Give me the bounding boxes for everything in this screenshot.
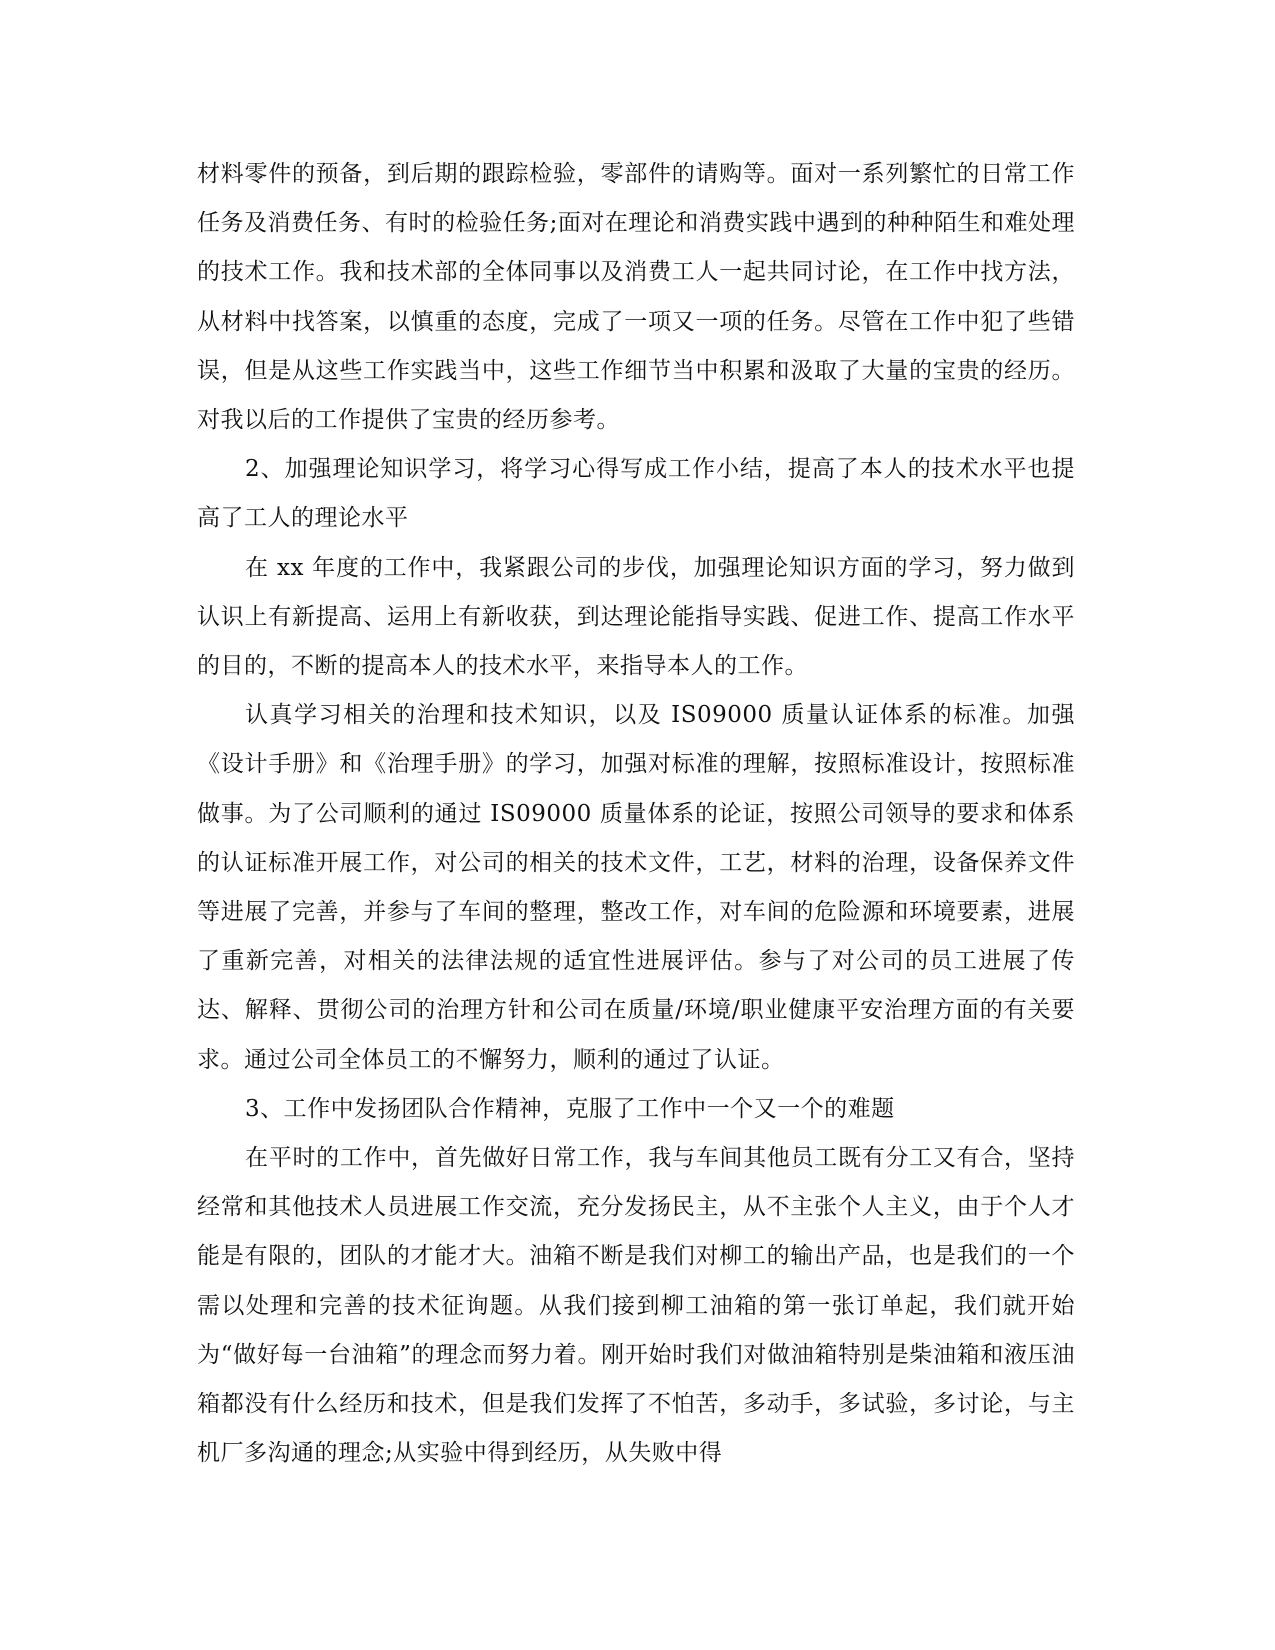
paragraph-teamwork: 在平时的工作中，首先做好日常工作，我与车间其他员工既有分工又有合，坚持经常和其他技术人员进展工作交流，充分发扬民主，从不主张个人主义，由于个人才能是有限的，团队的才能才大。油箱不断是我们对柳工的输出产品，也是我们的一个需以处理和完善的技术征询题。从我们接到柳工油箱的第一张订单起，我们就开始为“做好每一台油箱”的理念而努力着。刚开始时我们对做油箱特别是柴油箱和液压油箱都没有什么经历和技术，但是我们发挥了不怕苦，多动手，多试验，多讨论，与主机厂多沟通的理念;从实验中得到经历，从失败中得 <box>197 1145 1075 1467</box>
section-heading-3: 3、工作中发扬团队合作精神，克服了工作中一个又一个的难题 <box>245 1095 895 1122</box>
paragraph-theory-study: 在 xx 年度的工作中，我紧跟公司的步伐，加强理论知识方面的学习，努力做到认识上有新提高、运用上有新收获，到达理论能指导实践、促进工作、提高工作水平的目的，不断的提高本人的技术水平，来指导本人的工作。 <box>197 554 1075 680</box>
section-heading-2: 2、加强理论知识学习，将学习心得写成工作小结，提高了本人的技术水平也提高了工人的理论水平 <box>197 456 1075 532</box>
paragraph-iso-certification: 认真学习相关的治理和技术知识，以及 IS09000 质量认证体系的标准。加强《设计手册》和《治理手册》的学习，加强对标准的理解，按照标准设计，按照标准做事。为了公司顺利的通过 IS09000 质量体系的论证，按照公司领导的要求和体系的认证标准开展工作，对公司的相关的技术文件，工艺，材料的治理，设备保养文件等进展了完善，并参与了车间的整理，整改工作，对车间的危险源和环境要素，进展了重新完善，对相关的法律法规的适宜性进展评估。参与了对公司的员工进展了传达、解释、贯彻公司的治理方针和公司在质量/环境/职业健康平安治理方面的有关要求。通过公司全体员工的不懈努力，顺利的通过了认证。 <box>197 702 1075 1073</box>
document-page <box>197 150 1075 1478</box>
paragraph-continuation: 材料零件的预备，到后期的跟踪检验，零部件的请购等。面对一系列繁忙的日常工作任务及消费任务、有时的检验任务;面对在理论和消费实践中遇到的种种陌生和难处理的技术工作。我和技术部的全体同事以及消费工人一起共同讨论，在工作中找方法，从材料中找答案，以慎重的态度，完成了一项又一项的任务。尽管在工作中犯了些错误，但是从这些工作实践当中，这些工作细节当中积累和汲取了大量的宝贵的经历。对我以后的工作提供了宝贵的经历参考。 <box>197 161 1075 434</box>
